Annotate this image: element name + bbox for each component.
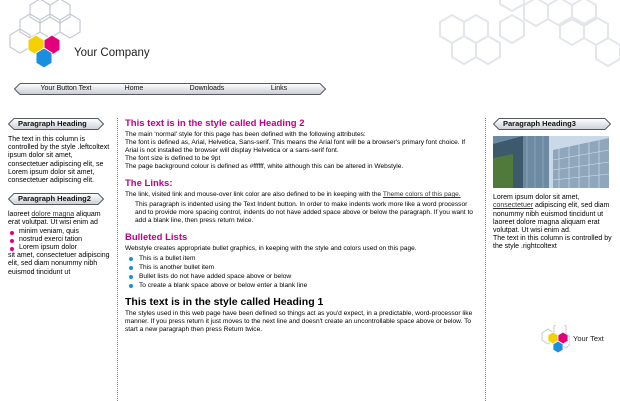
nav-links[interactable]: Links xyxy=(270,85,288,92)
paragraph-heading-3-label: Paragraph Heading3 xyxy=(503,119,576,128)
nav-bar xyxy=(14,83,326,95)
indented-paragraph: This paragraph is indented using the Text Indent button. In order to make indents work more like a word processor and to provide more spacing control, indents do not have added space above or below the paragraph. If you want to add a blank line, then press return twice. xyxy=(135,201,473,224)
paragraph-heading-1-label: Paragraph Heading xyxy=(18,119,87,128)
links-text-body: The link, visited link and mouse-over link color are also defined to be in keeping with the xyxy=(125,191,382,198)
heading-1-text: The styles used in this web page have been defined so things act as you'd expect, in a predictable, word-processor like manner. If you press return it just moves to the next line and doesn't create an uncontrollable space above or below. To start a new paragraph then press Return twice. xyxy=(125,310,473,333)
left-paragraph-3: sit amet, consectetuer adipiscing elit, sed diam nonummy nibh euismod tincidunt ut xyxy=(8,252,110,276)
nav-downloads[interactable]: Downloads xyxy=(189,85,225,92)
left-paragraph-1: The text in this column is controlled by the style .leftcoltext ipsum dolor sit amet, consectetuer adipiscing elit, se Lorem ipsum dolor sit amet, consectetuer adipiscing elit. xyxy=(8,136,110,185)
right-style-note: The text in this column is controlled by the style .rightcoltext xyxy=(493,235,612,251)
bulleted-lists-intro: Webstyle creates appropriate bullet graphics, in keeping with the style and colors used on this page. xyxy=(125,245,417,252)
paragraph-heading-3 xyxy=(493,118,613,130)
links-text xyxy=(125,191,475,199)
list-item: nostrud exerci tation xyxy=(8,236,113,244)
list-item: To create a blank space above or below enter a blank line xyxy=(125,282,475,290)
intro-text: The main 'normal' style for this page has been defined with the following attributes: xyxy=(125,131,366,138)
left-paragraph-2-end: aliquam erat volutpat. Ut wisi enim ad xyxy=(8,211,101,227)
list-item: Bullet lists do not have added space above or below xyxy=(125,273,475,281)
left-divider xyxy=(117,118,118,401)
dolore-magna-link[interactable]: dolore magna xyxy=(31,211,75,219)
right-paragraph xyxy=(493,194,613,235)
your-text-logo-icon xyxy=(540,325,570,353)
nav-home[interactable]: Home xyxy=(124,85,144,92)
font-description: The font is defined as, Arial, Helvetica, Sans-serif. This means the Arial font will be a browser's primary font choice. If Arial is not installed the browser will display Helvetica or a sans-serif font. xyxy=(125,139,466,154)
your-text-label: Your Text xyxy=(573,334,604,343)
links-heading: The Links: xyxy=(125,178,173,189)
paragraph-heading-2 xyxy=(8,193,113,205)
left-paragraph-2-start: laoreet xyxy=(8,211,30,219)
main-bullet-list xyxy=(125,255,475,290)
font-size-description: The font size is defined to be 9pt xyxy=(125,155,221,162)
bulleted-lists-heading: Bulleted Lists xyxy=(125,232,188,243)
right-text-start: Lorem ipsum dolor sit amet, xyxy=(493,194,580,202)
background-description: The page background colour is defined as #ffffff, white although this can be altered in Webstyle. xyxy=(125,163,404,170)
paragraph-heading-2-label: Paragraph Heading2 xyxy=(18,194,91,204)
consectetuer-link[interactable]: consectetuer xyxy=(493,202,534,210)
paragraph-heading-1 xyxy=(8,118,113,130)
right-divider xyxy=(485,118,486,401)
list-item: Lorem ipsum dolor xyxy=(8,244,113,252)
building-photo xyxy=(493,136,609,188)
theme-colors-link[interactable]: Theme colors of this page. xyxy=(382,191,461,198)
heading-1-title: This text is in the style called Heading 1 xyxy=(125,296,324,308)
left-paragraph-2 xyxy=(8,211,113,227)
left-bullet-list xyxy=(8,228,113,253)
nav-your-button-text[interactable]: Your Button Text xyxy=(40,85,92,92)
left-column xyxy=(8,118,113,283)
main-content xyxy=(125,118,475,334)
list-item: minim veniam, quis xyxy=(8,228,113,236)
right-column xyxy=(493,118,613,252)
company-name[interactable]: Your Company xyxy=(74,47,150,59)
header-hexagon-graphic xyxy=(0,0,620,75)
heading-2-title: This text is in the style called Heading 2 xyxy=(125,118,305,129)
list-item: This is a bullet item xyxy=(125,255,475,263)
list-item: This is another bullet item xyxy=(125,264,475,272)
right-text-end: adipiscing elit, sed diam nonummy nibh euismod tincidunt ut laoreet dolore magna aliquam erat volutpat. Ut wisi enim ad. xyxy=(493,202,610,235)
